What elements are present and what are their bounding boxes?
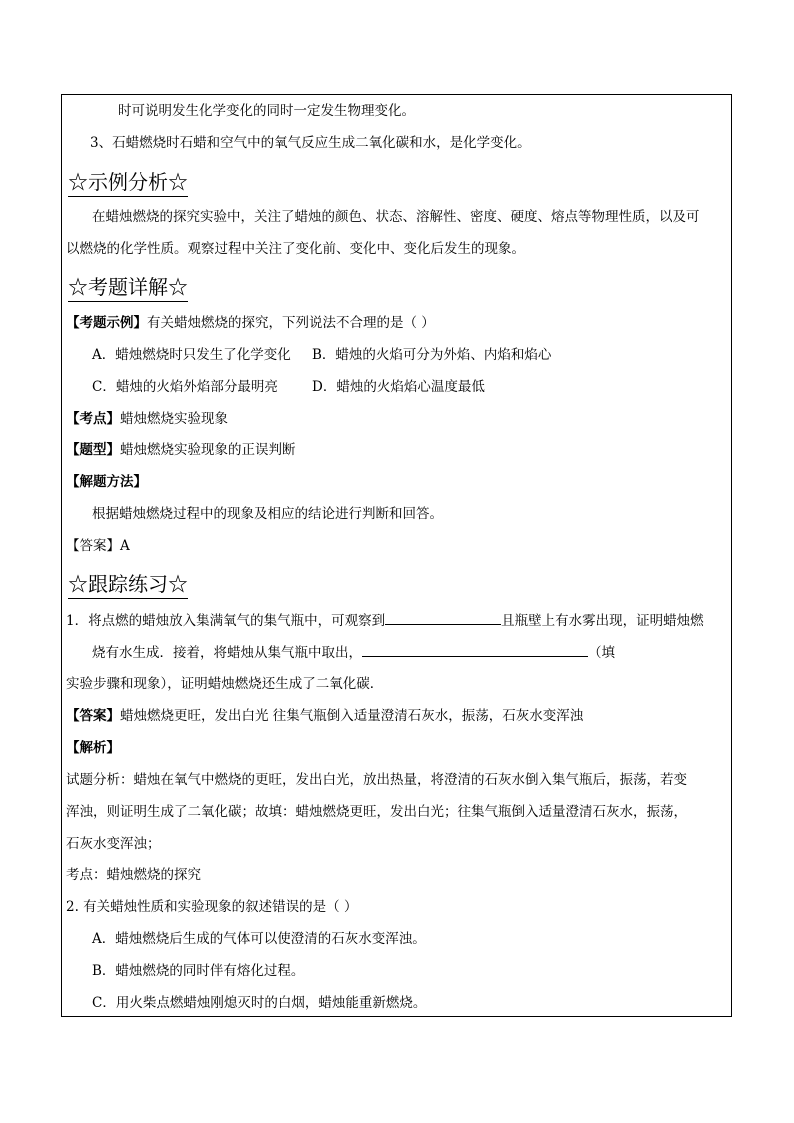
exam-type-text: 蜡烛燃烧实验现象的正误判断 xyxy=(120,442,296,458)
practice-q2-option-a: A．蜡烛燃烧后生成的气体可以使澄清的石灰水变浑浊。 xyxy=(92,931,426,947)
exam-type-label: 【题型】 xyxy=(66,442,120,458)
exam-type xyxy=(66,440,296,460)
practice-q1-part-4: （填 xyxy=(588,645,615,661)
practice-q1-point: 考点：蜡烛燃烧的探究 xyxy=(66,867,201,883)
practice-q1-line-2 xyxy=(92,642,615,663)
exam-option-a: A．蜡烛燃烧时只发生了化学变化 xyxy=(92,347,291,363)
exam-option-b: B．蜡烛的火焰可分为外焰、内焰和焰心 xyxy=(312,347,552,363)
practice-heading xyxy=(68,571,188,597)
exam-question-text: 有关蜡烛燃烧的探究，下列说法不合理的是（ ） xyxy=(147,315,435,331)
intro-line-1: 时可说明发生化学变化的同时一定发生物理变化。 xyxy=(118,103,415,119)
exam-option-d: D．蜡烛的火焰焰心温度最低 xyxy=(312,379,485,395)
practice-q1-answer xyxy=(66,706,583,726)
practice-q1-answer-label: 【答案】 xyxy=(66,708,120,724)
intro-line-2: 3、石蜡燃烧时石蜡和空气中的氧气反应生成二氧化碳和水，是化学变化。 xyxy=(90,135,531,151)
practice-heading-text: ☆跟踪练习☆ xyxy=(68,572,188,596)
example-heading xyxy=(68,169,188,195)
practice-q1-analysis-label: 【解析】 xyxy=(66,740,120,756)
exam-answer xyxy=(66,536,130,556)
exam-point-text: 蜡烛燃烧实验现象 xyxy=(120,411,228,427)
practice-q1-line-3: 实验步骤和现象），证明蜡烛燃烧还生成了二氧化碳． xyxy=(66,676,384,692)
practice-q1-blank-2 xyxy=(362,642,588,657)
exam-option-c: C．蜡烛的火焰外焰部分最明亮 xyxy=(92,379,278,395)
practice-q1-analysis-line-2: 浑浊，则证明生成了二氧化碳；故填：蜡烛燃烧更旺，发出白光；往集气瓶倒入适量澄清石灰水，振荡， xyxy=(66,804,687,820)
exam-question xyxy=(66,313,435,333)
practice-q1-answer-text: 蜡烛燃烧更旺，发出白光 往集气瓶倒入适量澄清石灰水，振荡，石灰水变浑浊 xyxy=(120,708,584,724)
practice-q2-question: 2. 有关蜡烛性质和实验现象的叙述错误的是（ ） xyxy=(66,899,358,915)
practice-q2-option-c: C．用火柴点燃蜡烛刚熄灭时的白烟，蜡烛能重新燃烧。 xyxy=(92,995,427,1011)
exam-point-label: 【考点】 xyxy=(66,411,120,427)
exam-method-text: 根据蜡烛燃烧过程中的现象及相应的结论进行判断和回答。 xyxy=(92,506,443,522)
practice-q1-analysis-line-3: 石灰水变浑浊； xyxy=(66,836,161,852)
exam-heading xyxy=(68,274,188,300)
example-para-line-1: 在蜡烛燃烧的探究实验中，关注了蜡烛的颜色、状态、溶解性、密度、硬度、熔点等物理性质，以及可 xyxy=(92,209,700,225)
exam-question-label: 【考题示例】 xyxy=(66,315,147,331)
exam-heading-text: ☆考题详解☆ xyxy=(68,275,188,299)
practice-q1-line-1 xyxy=(66,610,704,631)
practice-q1-part-3: 烧有水生成．接着，将蜡烛从集气瓶中取出， xyxy=(92,645,362,661)
example-para-line-2: 以燃烧的化学性质。观察过程中关注了变化前、变化中、变化后发生的现象。 xyxy=(66,241,525,257)
exam-method-label: 【解题方法】 xyxy=(66,474,147,490)
practice-q1-part-1: 1．将点燃的蜡烛放入集满氧气的集气瓶中，可观察到 xyxy=(66,613,386,629)
practice-q1-blank-1 xyxy=(385,610,501,625)
practice-q2-option-b: B．蜡烛燃烧的同时伴有熔化过程。 xyxy=(92,963,305,979)
practice-q1-part-2: 且瓶壁上有水雾出现，证明蜡烛燃 xyxy=(501,613,704,629)
example-heading-text: ☆示例分析☆ xyxy=(68,170,188,194)
exam-answer-text: A xyxy=(120,538,130,554)
exam-point xyxy=(66,409,228,429)
exam-answer-label: 【答案】 xyxy=(66,538,120,554)
practice-q1-analysis-line-1: 试题分析：蜡烛在氧气中燃烧的更旺，发出白光，放出热量，将澄清的石灰水倒入集气瓶后，振荡，若变 xyxy=(66,772,687,788)
